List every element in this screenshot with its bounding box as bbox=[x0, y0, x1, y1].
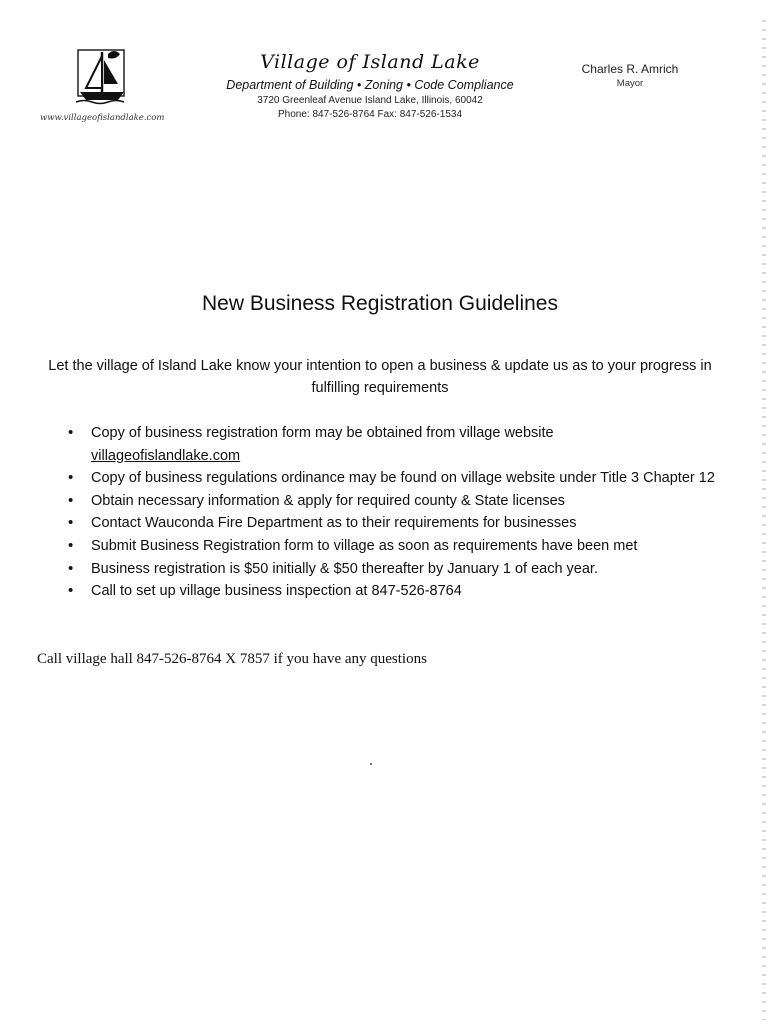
list-item bbox=[64, 490, 724, 513]
letterhead-logo bbox=[72, 44, 132, 106]
scan-edge-artifact bbox=[762, 20, 766, 1020]
guideline-text: Obtain necessary information & apply for required county & State licenses bbox=[91, 492, 565, 509]
mayor-title: Mayor bbox=[616, 78, 644, 89]
intro-paragraph: Let the village of Island Lake know your intention to open a business & update us as to your progress in fulfilling requirements bbox=[48, 358, 712, 396]
guideline-text: Call to set up village business inspection at 847-526-8764 bbox=[91, 583, 462, 600]
sailboat-logo-icon bbox=[72, 44, 132, 106]
list-item bbox=[64, 467, 724, 490]
list-item bbox=[64, 422, 724, 467]
guideline-text: Copy of business registration form may be obtained from village website bbox=[91, 425, 554, 441]
guideline-text: Contact Wauconda Fire Department as to their requirements for businesses bbox=[91, 515, 577, 532]
guideline-text: Submit Business Registration form to village as soon as requirements have been met bbox=[91, 537, 638, 554]
mayor-name: Charles R. Amrich bbox=[581, 62, 679, 76]
list-item bbox=[64, 558, 724, 581]
scan-speck bbox=[370, 763, 372, 765]
phone-fax-line: Phone: 847-526-8764 Fax: 847-526-1534 bbox=[277, 109, 463, 120]
department-line: Department of Building • Zoning • Code Compliance bbox=[226, 78, 514, 92]
closing-line: Call village hall 847-526-8764 X 7857 if you have any questions bbox=[37, 651, 427, 667]
village-website-link[interactable]: villageofislandlake.com bbox=[91, 447, 241, 464]
guideline-text: Copy of business regulations ordinance may be found on village website under Title 3 Chapter 12 bbox=[91, 470, 715, 487]
mayor-block bbox=[560, 61, 700, 90]
guidelines-list bbox=[64, 422, 724, 603]
list-item bbox=[64, 512, 724, 535]
website-url[interactable]: www.villageofislandlake.com bbox=[40, 113, 165, 123]
list-item bbox=[64, 535, 724, 558]
document-title: New Business Registration Guidelines bbox=[201, 292, 558, 315]
letterhead bbox=[180, 50, 560, 122]
address-line: 3720 Greenleaf Avenue Island Lake, Illinois, 60042 bbox=[257, 95, 483, 106]
village-name: Village of Island Lake bbox=[260, 51, 480, 73]
list-item bbox=[64, 580, 724, 603]
guideline-text: Business registration is $50 initially & $50 thereafter by January 1 of each year. bbox=[91, 560, 598, 577]
